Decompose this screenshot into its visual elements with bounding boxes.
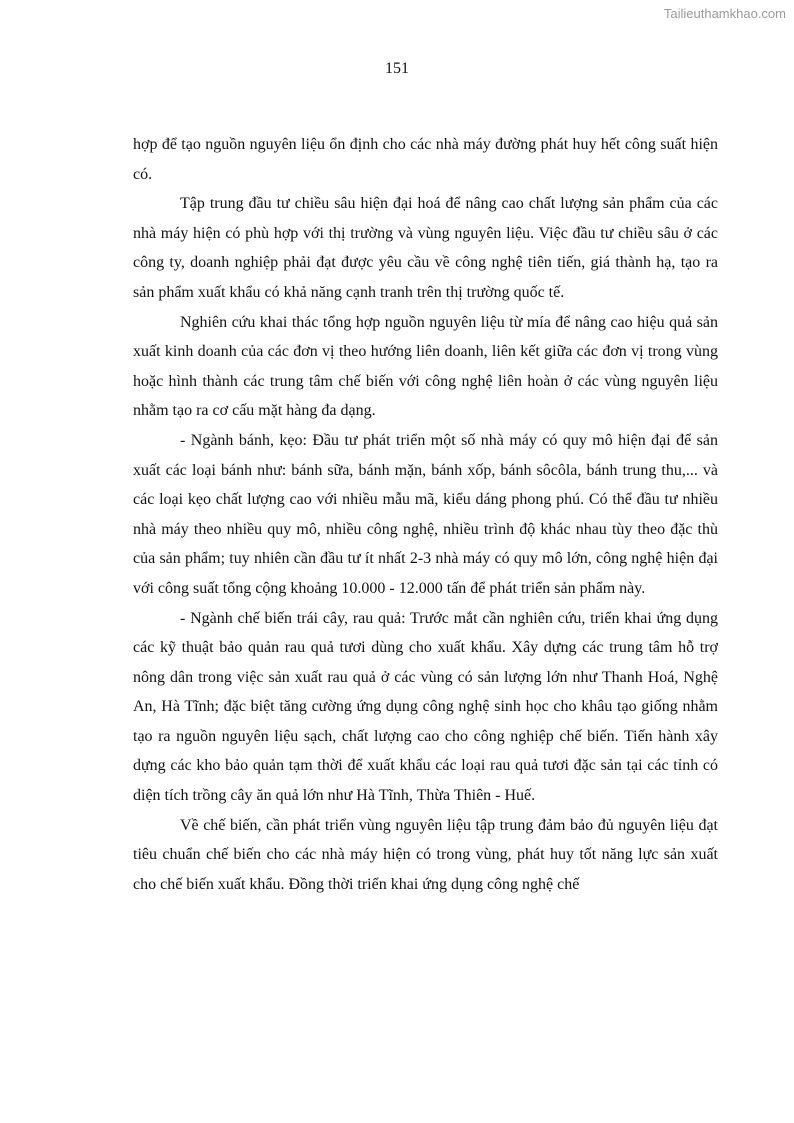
paragraph-confectionery: - Ngành bánh, kẹo: Đầu tư phát triển một số nhà máy có quy mô hiện đại để sản xuất các loại bánh như: bánh sữa, bánh mặn, bánh xốp, bánh sôcôla, bánh trung thu,... và các loại kẹo chất lượng cao với nhiều mẫu mã, kiểu dáng phong phú. Có thể đầu tư nhiều nhà máy theo nhiều quy mô, nhiều công nghệ, nhiều trình độ khác nhau tùy theo đặc thù của sản phẩm; tuy nhiên cần đầu tư ít nhất 2-3 nhà máy có quy mô lớn, công nghệ hiện đại với công suất tổng cộng khoảng 10.000 - 12.000 tấn để phát triển sản phẩm này. xyxy=(133,431,718,597)
paragraph-sugarcane-research: Nghiên cứu khai thác tổng hợp nguồn nguyên liệu từ mía để nâng cao hiệu quả sản xuất kinh doanh của các đơn vị theo hướng liên doanh, liên kết giữa các đơn vị trong vùng hoặc hình thành các trung tâm chế biến với công nghệ liên hoàn ở các vùng nguyên liệu nhằm tạo ra cơ cấu mặt hàng đa dạng. xyxy=(133,313,718,420)
paragraph-continuation: hợp để tạo nguồn nguyên liệu ổn định cho các nhà máy đường phát huy hết công suất hiện có. xyxy=(133,136,718,183)
paragraph-modernization: Tập trung đầu tư chiều sâu hiện đại hoá để nâng cao chất lượng sản phẩm của các nhà máy hiện có phù hợp với thị trường và vùng nguyên liệu. Việc đầu tư chiều sâu ở các công ty, doanh nghiệp phải đạt được yêu cầu về công nghệ tiên tiến, giá thành hạ, tạo ra sản phẩm xuất khẩu có khả năng cạnh tranh trên thị trường quốc tế. xyxy=(133,195,718,301)
watermark: Tailieuthamkhao.com xyxy=(663,6,786,21)
paragraph-fruit-vegetable: - Ngành chế biến trái cây, rau quả: Trước mắt cần nghiên cứu, triển khai ứng dụng các kỹ thuật bảo quản rau quả tươi dùng cho xuất khẩu. Xây dựng các trung tâm hỗ trợ nông dân trong việc sản xuất rau quả ở các vùng có sản lượng lớn như Thanh Hoá, Nghệ An, Hà Tĩnh; đặc biệt tăng cường ứng dụng công nghệ sinh học cho khâu tạo giống nhằm tạo ra nguồn nguyên liệu sạch, chất lượng cao cho công nghiệp chế biến. Tiến hành xây dựng các kho bảo quản tạm thời để xuất khẩu các loại rau quả tươi đặc sản tại các tỉnh có diện tích trồng cây ăn quả lớn như Hà Tĩnh, Thừa Thiên - Huế. xyxy=(133,609,718,805)
document-body xyxy=(133,130,718,899)
paragraph-processing: Về chế biến, cần phát triển vùng nguyên liệu tập trung đảm bảo đủ nguyên liệu đạt tiêu chuẩn chế biến cho các nhà máy hiện có trong vùng, phát huy tốt năng lực sản xuất cho chế biến xuất khẩu. Đồng thời triển khai ứng dụng công nghệ chế xyxy=(133,816,718,893)
page-number: 151 xyxy=(385,60,409,77)
